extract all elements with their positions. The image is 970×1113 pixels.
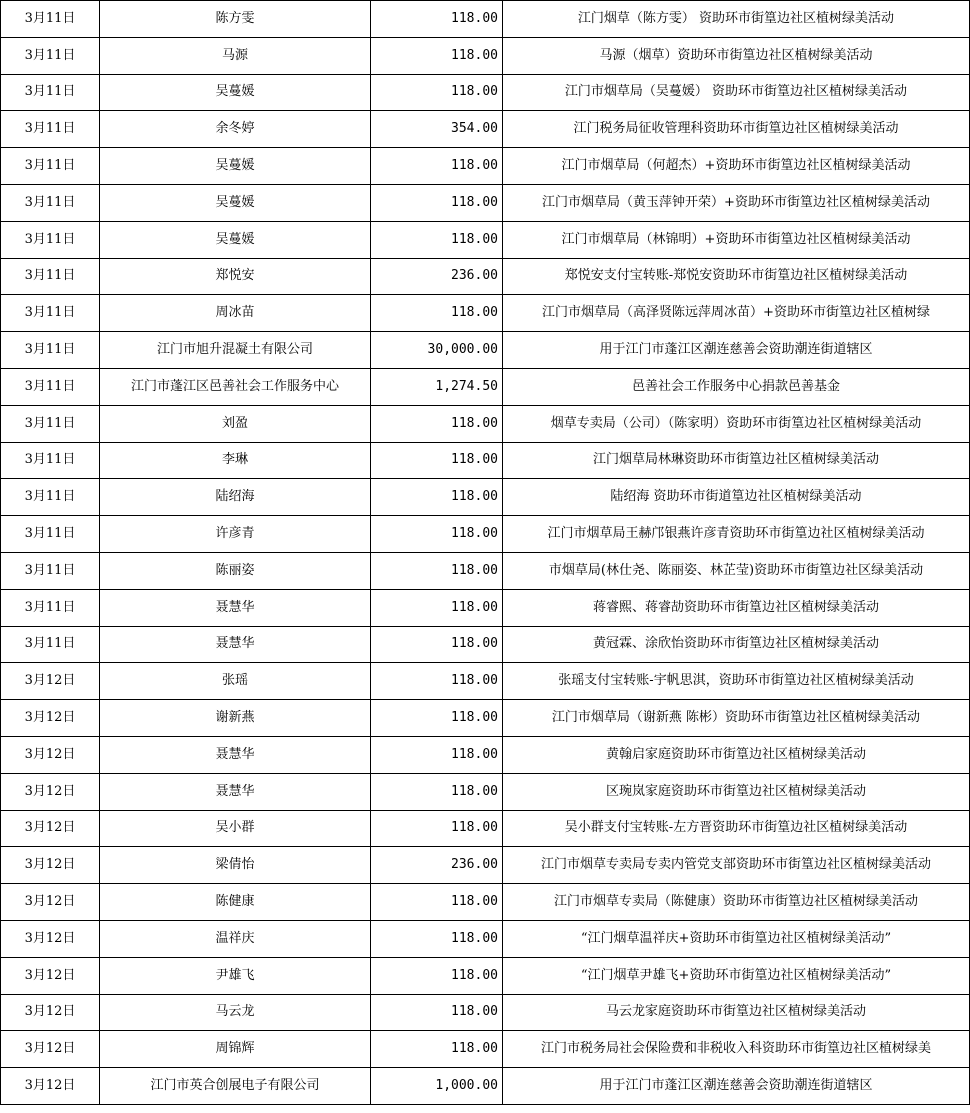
donor-name-cell: 吴蔓媛 [100,184,371,221]
table-row [1,773,970,810]
donor-name-cell: 吴蔓媛 [100,148,371,185]
description-cell: 用于江门市蓬江区潮连慈善会资助潮连街道辖区 [503,332,970,369]
table-row [1,37,970,74]
amount-cell: 118.00 [371,552,503,589]
date-cell: 3月12日 [1,736,100,773]
description-cell: 黄冠霖、涂欣怡资助环市街篁边社区植树绿美活动 [503,626,970,663]
description-cell: 江门市烟草局（何超杰）+资助环市街篁边社区植树绿美活动 [503,148,970,185]
date-cell: 3月12日 [1,847,100,884]
table-row [1,184,970,221]
description-cell: 江门市烟草局（黄玉萍钟开荣）+资助环市街篁边社区植树绿美活动 [503,184,970,221]
donor-name-cell: 聂慧华 [100,736,371,773]
table-row [1,589,970,626]
amount-cell: 354.00 [371,111,503,148]
description-cell: 江门税务局征收管理科资助环市街篁边社区植树绿美活动 [503,111,970,148]
date-cell: 3月11日 [1,479,100,516]
table-row [1,1031,970,1068]
amount-cell: 118.00 [371,184,503,221]
amount-cell: 118.00 [371,994,503,1031]
donor-name-cell: 周锦辉 [100,1031,371,1068]
description-cell: 江门市税务局社会保险费和非税收入科资助环市街篁边社区植树绿美 [503,1031,970,1068]
date-cell: 3月11日 [1,368,100,405]
donor-name-cell: 郑悦安 [100,258,371,295]
donor-name-cell: 周冰苗 [100,295,371,332]
date-cell: 3月11日 [1,589,100,626]
date-cell: 3月12日 [1,810,100,847]
amount-cell: 118.00 [371,1,503,38]
donor-name-cell: 聂慧华 [100,773,371,810]
date-cell: 3月11日 [1,295,100,332]
amount-cell: 118.00 [371,148,503,185]
table-row [1,221,970,258]
table-row [1,148,970,185]
description-cell: 江门市烟草局（林锦明）+资助环市街篁边社区植树绿美活动 [503,221,970,258]
amount-cell: 118.00 [371,626,503,663]
date-cell: 3月12日 [1,994,100,1031]
donor-name-cell: 吴小群 [100,810,371,847]
table-row [1,332,970,369]
amount-cell: 118.00 [371,736,503,773]
date-cell: 3月11日 [1,111,100,148]
amount-cell: 118.00 [371,1031,503,1068]
description-cell: 区琬岚家庭资助环市街篁边社区植树绿美活动 [503,773,970,810]
table-row [1,847,970,884]
amount-cell: 118.00 [371,74,503,111]
amount-cell: 118.00 [371,479,503,516]
amount-cell: 118.00 [371,884,503,921]
donor-name-cell: 许彦青 [100,516,371,553]
description-cell: 用于江门市蓬江区潮连慈善会资助潮连街道辖区 [503,1068,970,1105]
amount-cell: 1,000.00 [371,1068,503,1105]
table-row [1,810,970,847]
description-cell: 吴小群支付宝转账-左方晋资助环市街篁边社区植树绿美活动 [503,810,970,847]
description-cell: 江门市烟草局王赫邝银燕许彦青资助环市街篁边社区植树绿美活动 [503,516,970,553]
table-row [1,700,970,737]
donor-name-cell: 陈健康 [100,884,371,921]
table-row [1,479,970,516]
description-cell: 郑悦安支付宝转账-郑悦安资助环市街篁边社区植树绿美活动 [503,258,970,295]
donor-name-cell: 聂慧华 [100,589,371,626]
donor-name-cell: 江门市旭升混凝土有限公司 [100,332,371,369]
table-row [1,111,970,148]
ledger-body [1,1,970,1105]
amount-cell: 118.00 [371,442,503,479]
date-cell: 3月11日 [1,1,100,38]
donor-name-cell: 吴蔓媛 [100,221,371,258]
table-row [1,884,970,921]
description-cell: 马云龙家庭资助环市街篁边社区植树绿美活动 [503,994,970,1031]
donor-name-cell: 马源 [100,37,371,74]
date-cell: 3月11日 [1,442,100,479]
table-row [1,626,970,663]
table-row [1,368,970,405]
date-cell: 3月12日 [1,957,100,994]
date-cell: 3月12日 [1,773,100,810]
amount-cell: 118.00 [371,295,503,332]
donor-name-cell: 李琳 [100,442,371,479]
donor-name-cell: 聂慧华 [100,626,371,663]
amount-cell: 118.00 [371,663,503,700]
description-cell: 江门市烟草局（谢新燕 陈彬）资助环市街篁边社区植树绿美活动 [503,700,970,737]
donor-name-cell: 江门市英合创展电子有限公司 [100,1068,371,1105]
donor-name-cell: 马云龙 [100,994,371,1031]
amount-cell: 236.00 [371,258,503,295]
amount-cell: 118.00 [371,957,503,994]
amount-cell: 1,274.50 [371,368,503,405]
table-row [1,442,970,479]
description-cell: 江门市烟草专卖局专卖内管党支部资助环市街篁边社区植树绿美活动 [503,847,970,884]
description-cell: 黄翰启家庭资助环市街篁边社区植树绿美活动 [503,736,970,773]
date-cell: 3月11日 [1,516,100,553]
donor-name-cell: 张瑶 [100,663,371,700]
description-cell: 江门市烟草局（吴蔓媛） 资助环市街篁边社区植树绿美活动 [503,74,970,111]
description-cell: 江门烟草局林琳资助环市街篁边社区植树绿美活动 [503,442,970,479]
date-cell: 3月12日 [1,700,100,737]
date-cell: 3月11日 [1,37,100,74]
amount-cell: 118.00 [371,920,503,957]
donor-name-cell: 刘盈 [100,405,371,442]
donor-name-cell: 陈方雯 [100,1,371,38]
date-cell: 3月11日 [1,405,100,442]
description-cell: 邑善社会工作服务中心捐款邑善基金 [503,368,970,405]
donor-name-cell: 吴蔓媛 [100,74,371,111]
description-cell: “江门烟草尹雄飞+资助环市街篁边社区植树绿美活动” [503,957,970,994]
donor-name-cell: 江门市蓬江区邑善社会工作服务中心 [100,368,371,405]
amount-cell: 118.00 [371,405,503,442]
amount-cell: 118.00 [371,773,503,810]
donor-name-cell: 谢新燕 [100,700,371,737]
date-cell: 3月12日 [1,663,100,700]
table-row [1,552,970,589]
donor-name-cell: 余冬婷 [100,111,371,148]
amount-cell: 118.00 [371,516,503,553]
description-cell: 江门市烟草局（高泽贤陈远萍周冰苗）+资助环市街篁边社区植树绿 [503,295,970,332]
amount-cell: 118.00 [371,37,503,74]
table-row [1,920,970,957]
description-cell: 张瑶支付宝转账-宇帆思淇，资助环市街篁边社区植树绿美活动 [503,663,970,700]
date-cell: 3月11日 [1,221,100,258]
description-cell: “江门烟草温祥庆+资助环市街篁边社区植树绿美活动” [503,920,970,957]
description-cell: 市烟草局(林仕尧、陈丽姿、林芷莹)资助环市街篁边社区绿美活动 [503,552,970,589]
donor-name-cell: 温祥庆 [100,920,371,957]
table-row [1,663,970,700]
description-cell: 陆绍海 资助环市街道篁边社区植树绿美活动 [503,479,970,516]
description-cell: 马源（烟草）资助环市街篁边社区植树绿美活动 [503,37,970,74]
table-row [1,405,970,442]
donor-name-cell: 梁倩怡 [100,847,371,884]
table-row [1,957,970,994]
date-cell: 3月12日 [1,884,100,921]
donor-name-cell: 陆绍海 [100,479,371,516]
table-row [1,74,970,111]
table-row [1,516,970,553]
table-row [1,994,970,1031]
amount-cell: 118.00 [371,810,503,847]
date-cell: 3月11日 [1,552,100,589]
amount-cell: 236.00 [371,847,503,884]
date-cell: 3月11日 [1,74,100,111]
date-cell: 3月11日 [1,626,100,663]
amount-cell: 30,000.00 [371,332,503,369]
donor-name-cell: 尹雄飞 [100,957,371,994]
table-row [1,1,970,38]
table-row [1,1068,970,1105]
table-row [1,736,970,773]
amount-cell: 118.00 [371,589,503,626]
description-cell: 蒋睿熙、蒋睿劼资助环市街篁边社区植树绿美活动 [503,589,970,626]
amount-cell: 118.00 [371,221,503,258]
date-cell: 3月11日 [1,148,100,185]
date-cell: 3月12日 [1,920,100,957]
date-cell: 3月11日 [1,332,100,369]
donor-name-cell: 陈丽姿 [100,552,371,589]
description-cell: 烟草专卖局（公司）（陈家明）资助环市街篁边社区植树绿美活动 [503,405,970,442]
table-row [1,295,970,332]
description-cell: 江门烟草（陈方雯） 资助环市街篁边社区植树绿美活动 [503,1,970,38]
description-cell: 江门市烟草专卖局（陈健康）资助环市街篁边社区植树绿美活动 [503,884,970,921]
date-cell: 3月11日 [1,184,100,221]
date-cell: 3月11日 [1,258,100,295]
date-cell: 3月12日 [1,1031,100,1068]
table-row [1,258,970,295]
date-cell: 3月12日 [1,1068,100,1105]
amount-cell: 118.00 [371,700,503,737]
